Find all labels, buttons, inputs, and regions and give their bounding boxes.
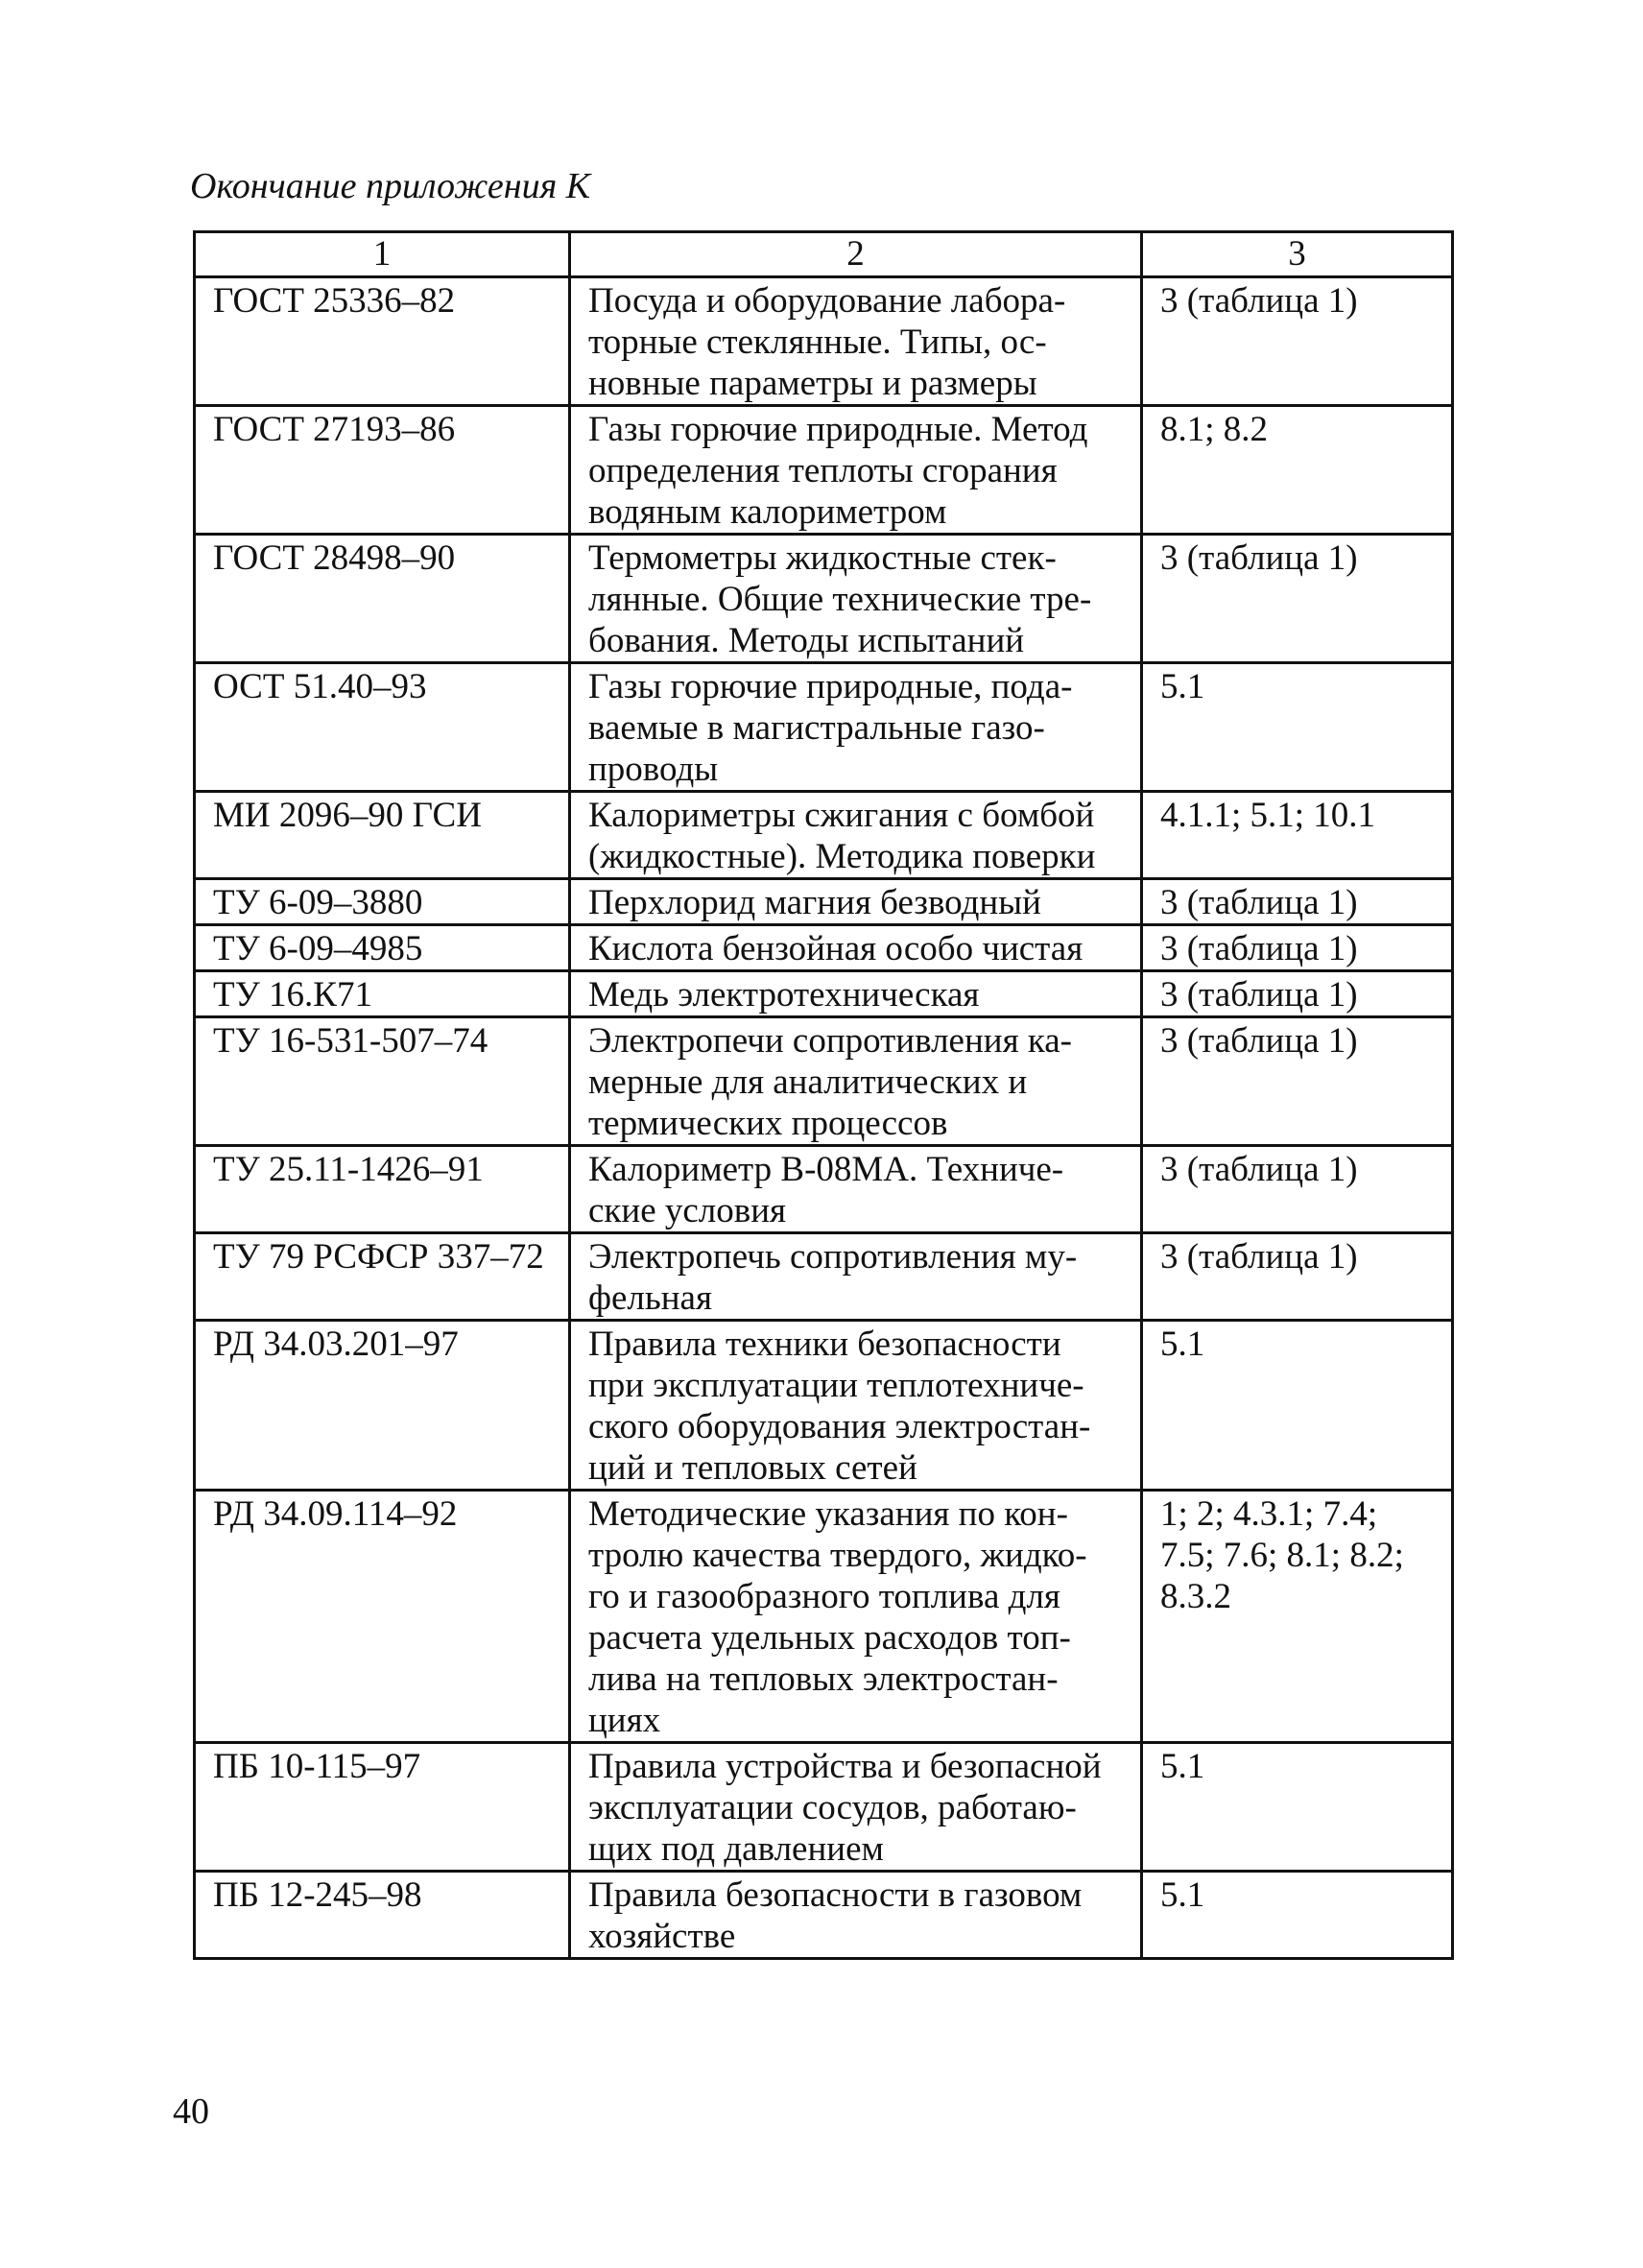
document-cell (195, 1146, 570, 1233)
table-row (195, 1872, 1453, 1959)
clause-cell (1142, 879, 1453, 925)
title-cell (570, 1491, 1142, 1743)
document-cell-text: ТУ 79 РСФСР 337–72 (213, 1237, 544, 1277)
document-cell-text: ГОСТ 25336–82 (213, 281, 456, 321)
table-row (195, 792, 1453, 879)
document-cell (195, 879, 570, 925)
document-cell (195, 277, 570, 406)
table-row (195, 535, 1453, 663)
page-number: 40 (173, 2091, 209, 2132)
title-cell (570, 792, 1142, 879)
document-cell (195, 406, 570, 535)
table-header-row (195, 232, 1453, 277)
table-body (195, 277, 1453, 1959)
document-cell (195, 1491, 570, 1743)
clause-cell (1142, 971, 1453, 1017)
clause-cell (1142, 406, 1453, 535)
clause-cell-text: 3 (таблица 1) (1160, 1237, 1358, 1277)
document-cell-text: РД 34.03.201–97 (213, 1325, 459, 1364)
clause-cell-text: 5.1 (1160, 1875, 1205, 1915)
header-col-1: 1 (195, 232, 570, 277)
clause-cell (1142, 1233, 1453, 1321)
document-cell (195, 1872, 570, 1959)
clause-cell (1142, 1321, 1453, 1491)
title-cell-text: Методические указания по кон- тролю качества твердого, жидко- го и газообразного топлива для расчета удельных расходов топ- лива на тепловых электростан- циях (588, 1494, 1087, 1740)
document-cell (195, 535, 570, 663)
table-row (195, 663, 1453, 792)
header-col-3: 3 (1142, 232, 1453, 277)
table-row (195, 1146, 1453, 1233)
document-cell (195, 792, 570, 879)
document-cell-text: ТУ 16.К71 (213, 975, 372, 1015)
clause-cell (1142, 1743, 1453, 1872)
title-cell (570, 277, 1142, 406)
table-row (195, 1017, 1453, 1146)
clause-cell-text: 8.1; 8.2 (1160, 410, 1269, 449)
title-cell (570, 1872, 1142, 1959)
table-row (195, 1491, 1453, 1743)
document-cell-text: ТУ 16-531-507–74 (213, 1021, 488, 1061)
document-cell-text: МИ 2096–90 ГСИ (213, 796, 482, 835)
table-row (195, 406, 1453, 535)
document-cell-text: РД 34.09.114–92 (213, 1494, 458, 1534)
document-cell (195, 971, 570, 1017)
document-cell-text: ГОСТ 28498–90 (213, 538, 456, 578)
table-row (195, 925, 1453, 971)
title-cell (570, 1743, 1142, 1872)
table-row (195, 277, 1453, 406)
title-cell-text: Газы горючие природные. Метод определения теплоты сгорания водяным калориметром (588, 410, 1088, 532)
title-cell-text: Электропечи сопротивления ка- мерные для аналитических и термических процессов (588, 1021, 1072, 1143)
table-row (195, 879, 1453, 925)
document-cell (195, 663, 570, 792)
title-cell-text: Кислота бензойная особо чистая (588, 929, 1083, 968)
title-cell (570, 1321, 1142, 1491)
document-cell (195, 1233, 570, 1321)
clause-cell (1142, 1146, 1453, 1233)
title-cell-text: Медь электротехническая (588, 975, 980, 1015)
table-row (195, 1233, 1453, 1321)
title-cell (570, 879, 1142, 925)
clause-cell-text: 3 (таблица 1) (1160, 929, 1358, 968)
title-cell-text: Калориметр В-08МА. Техниче- ские условия (588, 1150, 1064, 1230)
title-cell (570, 535, 1142, 663)
title-cell-text: Электропечь сопротивления му- фельная (588, 1237, 1078, 1318)
document-cell-text: ПБ 12-245–98 (213, 1875, 422, 1915)
clause-cell-text: 3 (таблица 1) (1160, 538, 1358, 578)
document-cell (195, 925, 570, 971)
clause-cell (1142, 925, 1453, 971)
clause-cell (1142, 663, 1453, 792)
clause-cell-text: 5.1 (1160, 667, 1205, 706)
title-cell-text: Правила безопасности в газовом хозяйстве (588, 1875, 1083, 1956)
references-table (193, 230, 1454, 1960)
document-cell (195, 1321, 570, 1491)
clause-cell (1142, 1872, 1453, 1959)
clause-cell (1142, 535, 1453, 663)
table-row (195, 1743, 1453, 1872)
document-cell-text: ТУ 6-09–3880 (213, 883, 423, 922)
document-cell-text: ПБ 10-115–97 (213, 1747, 421, 1786)
title-cell (570, 1146, 1142, 1233)
clause-cell-text: 3 (таблица 1) (1160, 883, 1358, 922)
clause-cell (1142, 792, 1453, 879)
title-cell-text: Перхлорид магния безводный (588, 883, 1041, 922)
document-cell (195, 1017, 570, 1146)
document-cell-text: ГОСТ 27193–86 (213, 410, 456, 449)
title-cell-text: Термометры жидкостные стек- лянные. Общие технические тре- бования. Методы испытаний (588, 538, 1092, 660)
clause-cell-text: 3 (таблица 1) (1160, 281, 1358, 321)
document-cell-text: ТУ 6-09–4985 (213, 929, 423, 968)
clause-cell-text: 5.1 (1160, 1325, 1205, 1364)
title-cell-text: Газы горючие природные, пода- ваемые в магистральные газо- проводы (588, 667, 1073, 789)
table-row (195, 1321, 1453, 1491)
title-cell (570, 1017, 1142, 1146)
title-cell (570, 663, 1142, 792)
clause-cell-text: 5.1 (1160, 1747, 1205, 1786)
clause-cell (1142, 277, 1453, 406)
title-cell-text: Правила устройства и безопасной эксплуатации сосудов, работаю- щих под давлением (588, 1747, 1102, 1869)
title-cell-text: Калориметры сжигания с бомбой (жидкостные). Методика поверки (588, 796, 1096, 876)
title-cell (570, 406, 1142, 535)
title-cell (570, 1233, 1142, 1321)
document-cell-text: ОСТ 51.40–93 (213, 667, 427, 706)
header-col-2: 2 (570, 232, 1142, 277)
table-row (195, 971, 1453, 1017)
table-caption: Окончание приложения К (190, 166, 591, 206)
clause-cell-text: 4.1.1; 5.1; 10.1 (1160, 796, 1376, 835)
clause-cell-text: 1; 2; 4.3.1; 7.4; 7.5; 7.6; 8.1; 8.2; 8.3.2 (1160, 1494, 1404, 1616)
title-cell-text: Посуда и оборудование лабора- торные стеклянные. Типы, ос- новные параметры и размеры (588, 281, 1066, 403)
clause-cell-text: 3 (таблица 1) (1160, 975, 1358, 1015)
document-cell (195, 1743, 570, 1872)
clause-cell (1142, 1017, 1453, 1146)
title-cell (570, 971, 1142, 1017)
document-cell-text: ТУ 25.11-1426–91 (213, 1150, 484, 1189)
title-cell-text: Правила техники безопасности при эксплуатации теплотехниче- ского оборудования электростан- ций и тепловых сетей (588, 1325, 1091, 1488)
clause-cell-text: 3 (таблица 1) (1160, 1150, 1358, 1189)
clause-cell (1142, 1491, 1453, 1743)
title-cell (570, 925, 1142, 971)
clause-cell-text: 3 (таблица 1) (1160, 1021, 1358, 1061)
